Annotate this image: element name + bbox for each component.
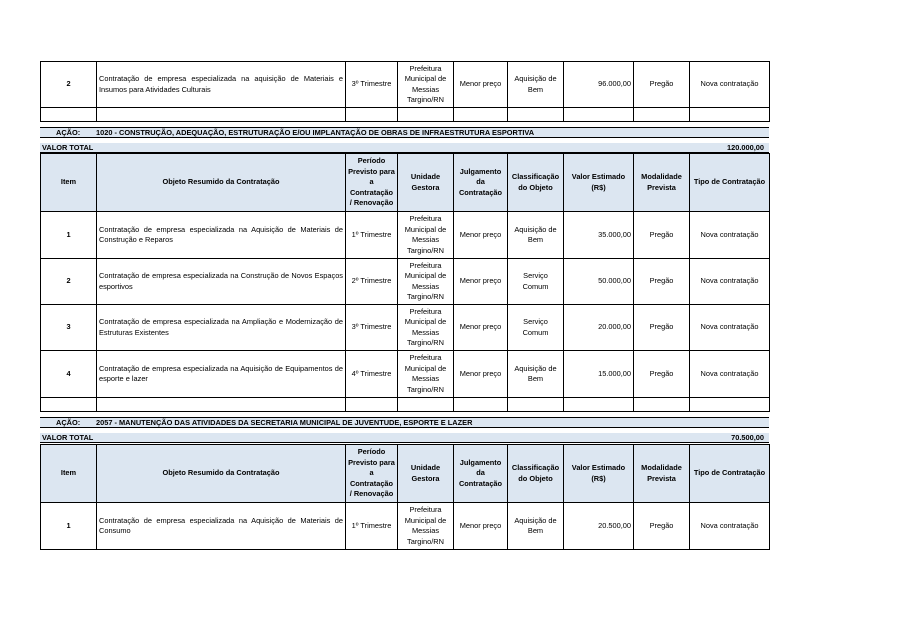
unidade-cell: Prefeitura Municipal de Messias Targino/RN: [398, 503, 454, 550]
objeto-cell: Contratação de empresa especializada na Aquisição de Materiais de Construção e Reparos: [97, 212, 346, 259]
table-row: [41, 305, 770, 351]
julgamento-cell: Menor preço: [454, 305, 508, 351]
section-1020-table: [40, 153, 770, 412]
julgamento-cell: Menor preço: [454, 503, 508, 550]
top-continuation-table: [40, 61, 770, 122]
valor-cell: 35.000,00: [564, 212, 634, 259]
item-number: 3: [41, 305, 97, 351]
header-modalidade: Modalidade Prevista: [634, 154, 690, 212]
item-number: 1: [41, 503, 97, 550]
tipo-cell: Nova contratação: [690, 259, 770, 305]
header-tipo: Tipo de Contratação: [690, 445, 770, 503]
header-item: Item: [41, 445, 97, 503]
acao-label: AÇÃO:: [56, 418, 81, 427]
table-row: [41, 259, 770, 305]
objeto-cell: Contratação de empresa especializada na Construção de Novos Espaços esportivos: [97, 259, 346, 305]
unidade-cell: Prefeitura Municipal de Messias Targino/RN: [398, 62, 454, 108]
valor-total-label: VALOR TOTAL: [42, 433, 94, 442]
header-objeto: Objeto Resumido da Contratação: [97, 154, 346, 212]
table-row: [41, 62, 770, 108]
empty-row: [41, 398, 770, 412]
julgamento-cell: Menor preço: [454, 212, 508, 259]
valor-cell: 15.000,00: [564, 351, 634, 398]
tipo-cell: Nova contratação: [690, 351, 770, 398]
header-item: Item: [41, 154, 97, 212]
modalidade-cell: Pregão: [634, 62, 690, 108]
header-periodo: Período Previsto para a Contratação / Renovação: [346, 445, 398, 503]
julgamento-cell: Menor preço: [454, 351, 508, 398]
classificacao-cell: Aquisição de Bem: [508, 503, 564, 550]
acao-label: AÇÃO:: [56, 128, 81, 137]
acao-title: 2057 - MANUTENÇÃO DAS ATIVIDADES DA SECRETARIA MUNICIPAL DE JUVENTUDE, ESPORTE E LAZER: [96, 418, 473, 427]
modalidade-cell: Pregão: [634, 351, 690, 398]
julgamento-cell: Menor preço: [454, 62, 508, 108]
periodo-cell: 2º Trimestre: [346, 259, 398, 305]
objeto-cell: Contratação de empresa especializada na Aquisição de Materiais de Consumo: [97, 503, 346, 550]
item-number: 1: [41, 212, 97, 259]
table-header-row: [41, 445, 770, 503]
header-classificacao: Classificação do Objeto: [508, 154, 564, 212]
valor-cell: 96.000,00: [564, 62, 634, 108]
classificacao-cell: Aquisição de Bem: [508, 62, 564, 108]
periodo-cell: 3º Trimestre: [346, 305, 398, 351]
periodo-cell: 3º Trimestre: [346, 62, 398, 108]
objeto-cell: Contratação de empresa especializada na Aquisição de Equipamentos de esporte e lazer: [97, 351, 346, 398]
periodo-cell: 1º Trimestre: [346, 212, 398, 259]
item-number: 2: [41, 62, 97, 108]
valor-cell: 20.500,00: [564, 503, 634, 550]
unidade-cell: Prefeitura Municipal de Messias Targino/RN: [398, 351, 454, 398]
julgamento-cell: Menor preço: [454, 259, 508, 305]
unidade-cell: Prefeitura Municipal de Messias Targino/RN: [398, 259, 454, 305]
header-tipo: Tipo de Contratação: [690, 154, 770, 212]
periodo-cell: 4º Trimestre: [346, 351, 398, 398]
header-modalidade: Modalidade Prevista: [634, 445, 690, 503]
item-number: 2: [41, 259, 97, 305]
classificacao-cell: Serviço Comum: [508, 305, 564, 351]
tipo-cell: Nova contratação: [690, 503, 770, 550]
header-periodo: Período Previsto para a Contratação / Renovação: [346, 154, 398, 212]
valor-cell: 20.000,00: [564, 305, 634, 351]
classificacao-cell: Serviço Comum: [508, 259, 564, 305]
header-objeto: Objeto Resumido da Contratação: [97, 445, 346, 503]
acao-bar-1020: [40, 127, 769, 138]
empty-row: [41, 108, 770, 122]
modalidade-cell: Pregão: [634, 503, 690, 550]
classificacao-cell: Aquisição de Bem: [508, 212, 564, 259]
valor-total-bar-2057: [40, 433, 769, 443]
section-2057-table: [40, 444, 770, 550]
table-row: [41, 212, 770, 259]
tipo-cell: Nova contratação: [690, 212, 770, 259]
modalidade-cell: Pregão: [634, 305, 690, 351]
tipo-cell: Nova contratação: [690, 305, 770, 351]
unidade-cell: Prefeitura Municipal de Messias Targino/RN: [398, 212, 454, 259]
modalidade-cell: Pregão: [634, 259, 690, 305]
item-number: 4: [41, 351, 97, 398]
periodo-cell: 1º Trimestre: [346, 503, 398, 550]
header-unidade: Unidade Gestora: [398, 445, 454, 503]
header-valor: Valor Estimado (R$): [564, 445, 634, 503]
classificacao-cell: Aquisição de Bem: [508, 351, 564, 398]
valor-total-bar-1020: [40, 143, 769, 153]
valor-total-amount: 70.500,00: [731, 433, 764, 442]
objeto-cell: Contratação de empresa especializada na aquisição de Materiais e Insumos para Atividades Culturais: [97, 62, 346, 108]
unidade-cell: Prefeitura Municipal de Messias Targino/RN: [398, 305, 454, 351]
tipo-cell: Nova contratação: [690, 62, 770, 108]
valor-cell: 50.000,00: [564, 259, 634, 305]
modalidade-cell: Pregão: [634, 212, 690, 259]
table-header-row: [41, 154, 770, 212]
objeto-cell: Contratação de empresa especializada na Ampliação e Modernização de Estruturas Existentes: [97, 305, 346, 351]
header-unidade: Unidade Gestora: [398, 154, 454, 212]
valor-total-label: VALOR TOTAL: [42, 143, 94, 152]
header-valor: Valor Estimado (R$): [564, 154, 634, 212]
header-julgamento: Julgamento da Contratação: [454, 445, 508, 503]
valor-total-amount: 120.000,00: [727, 143, 764, 152]
acao-title: 1020 - CONSTRUÇÃO, ADEQUAÇÃO, ESTRUTURAÇÃO E/OU IMPLANTAÇÃO DE OBRAS DE INFRAESTRUTURA ESPORTIVA: [96, 128, 535, 137]
header-classificacao: Classificação do Objeto: [508, 445, 564, 503]
table-row: [41, 503, 770, 550]
header-julgamento: Julgamento da Contratação: [454, 154, 508, 212]
table-row: [41, 351, 770, 398]
acao-bar-2057: [40, 417, 769, 428]
